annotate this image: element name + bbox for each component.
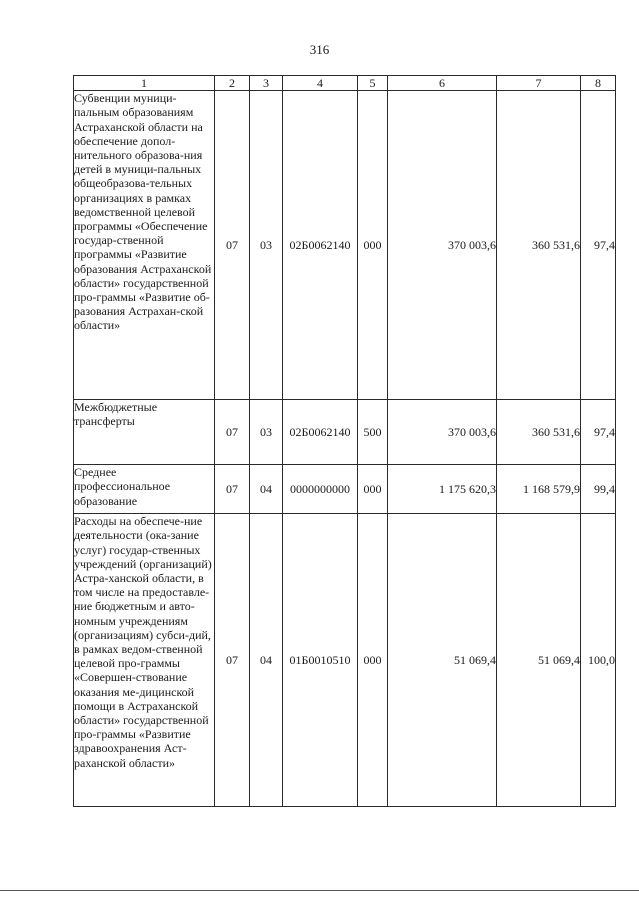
row-actual: 51 069,4 [497, 514, 581, 807]
column-header-6: 6 [388, 76, 497, 91]
row-planned: 370 003,6 [388, 400, 497, 465]
row-subsection: 04 [250, 465, 283, 514]
row-planned: 1 175 620,3 [388, 465, 497, 514]
row-actual: 1 168 579,9 [497, 465, 581, 514]
column-header-5: 5 [358, 76, 388, 91]
row-percent: 100,0 [581, 514, 616, 807]
row-target-article: 0000000000 [283, 465, 358, 514]
table-row [74, 400, 616, 465]
row-subsection: 03 [250, 91, 283, 400]
row-planned: 51 069,4 [388, 514, 497, 807]
row-expense-type: 000 [358, 465, 388, 514]
budget-table [73, 75, 616, 807]
row-section: 07 [215, 465, 250, 514]
row-expense-type: 000 [358, 514, 388, 807]
column-header-8: 8 [581, 76, 616, 91]
page-bottom-divider [0, 890, 639, 891]
row-percent: 97,4 [581, 400, 616, 465]
table-row [74, 514, 616, 807]
row-percent: 99,4 [581, 465, 616, 514]
column-header-1: 1 [74, 76, 215, 91]
row-target-article: 02Б0062140 [283, 91, 358, 400]
column-header-7: 7 [497, 76, 581, 91]
row-target-article: 02Б0062140 [283, 400, 358, 465]
row-subsection: 04 [250, 514, 283, 807]
row-expense-type: 500 [358, 400, 388, 465]
page-number: 316 [309, 42, 330, 57]
row-name: Расходы на обеспече-ние деятельности (ока-зание услуг) государ-ственных учреждений (организаций) Астра-ханской области, в том числе на предоставле-ние бюджетным и авто-номным учреждениям (организациям) субси-дий, в рамках ведом-ственной целевой про-граммы «Совершен-ствование оказания ме-дицинской помощи в Астраханской области» государственной про-граммы «Развитие здравоохранения Аст-раханской области» [74, 514, 215, 807]
row-section: 07 [215, 514, 250, 807]
row-name: Среднее профессиональное образование [74, 465, 215, 514]
row-target-article: 01Б0010510 [283, 514, 358, 807]
row-actual: 360 531,6 [497, 91, 581, 400]
row-name: Межбюджетные трансферты [74, 400, 215, 465]
table-row [74, 91, 616, 400]
row-planned: 370 003,6 [388, 91, 497, 400]
column-header-3: 3 [250, 76, 283, 91]
table-row [74, 465, 616, 514]
row-section: 07 [215, 400, 250, 465]
row-actual: 360 531,6 [497, 400, 581, 465]
header-row [74, 76, 616, 91]
row-expense-type: 000 [358, 91, 388, 400]
row-subsection: 03 [250, 400, 283, 465]
row-name: Субвенции муници-пальным образованиям Астраханской области на обеспечение допол-нительного образова-ния детей в муници-пальных общеобразова-тельных организациях в рамках ведомственной целевой программы «Обеспечение государ-ственной программы «Развитие образования Астраханской области» государственной про-граммы «Развитие об-разования Астрахан-ской области» [74, 91, 215, 400]
row-percent: 97,4 [581, 91, 616, 400]
column-header-4: 4 [283, 76, 358, 91]
row-section: 07 [215, 91, 250, 400]
column-header-2: 2 [215, 76, 250, 91]
